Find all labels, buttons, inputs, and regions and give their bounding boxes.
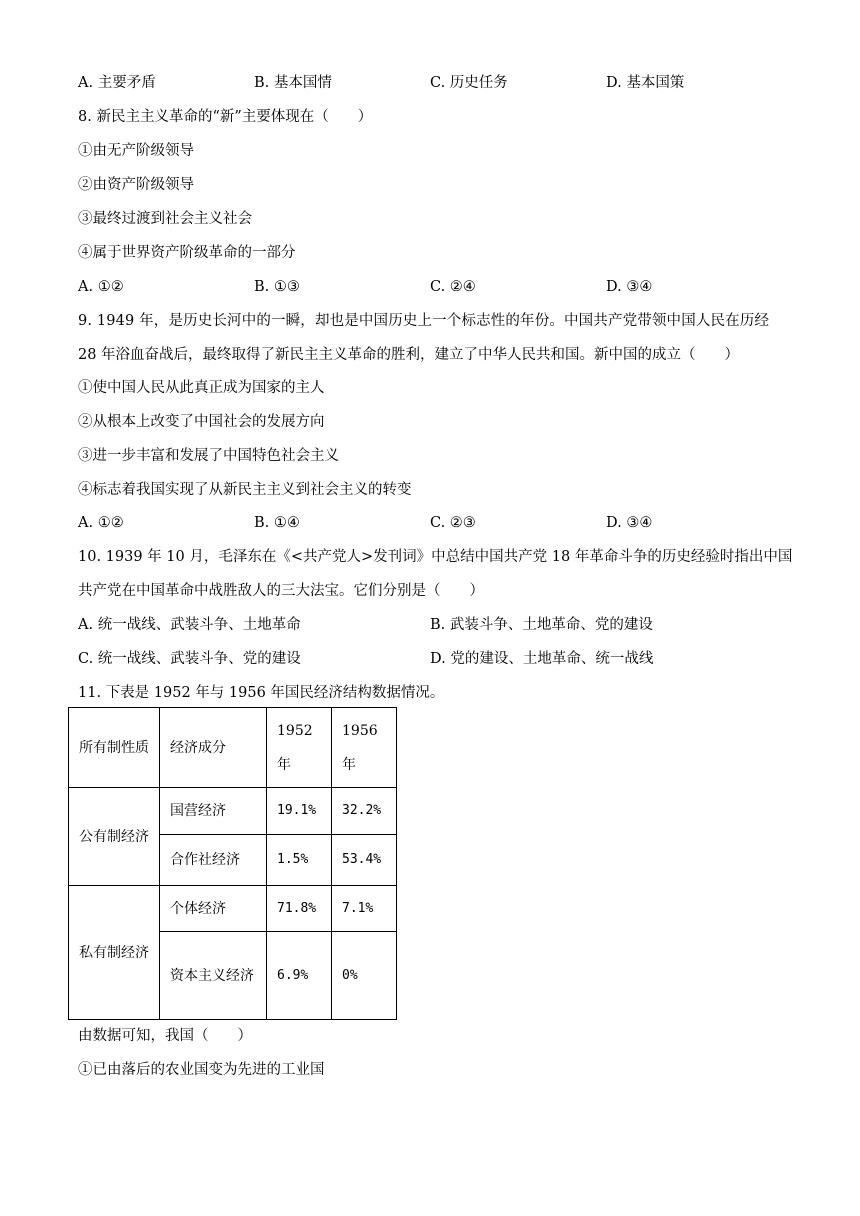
q9-option-b: B. ①④ <box>254 515 300 531</box>
value-1952-cell: 1.5% <box>267 835 332 886</box>
value-1956-cell: 0% <box>332 932 397 1020</box>
value-1952-cell: 19.1% <box>267 788 332 835</box>
q10-option-c: C. 统一战线、武装斗争、党的建设 <box>78 651 301 667</box>
q8-item-1: ①由无产阶级领导 <box>78 143 194 159</box>
q9-stem-line2: 28 年浴血奋战后，最终取得了新民主主义革命的胜利，建立了中华人民共和国。新中国的成立（ ） <box>78 347 740 363</box>
component-cell: 资本主义经济 <box>160 932 267 1020</box>
q10-option-d: D. 党的建设、土地革命、统一战线 <box>430 651 654 667</box>
q10-stem-line2: 共产党在中国革命中战胜敌人的三大法宝。它们分别是（ ） <box>78 583 484 599</box>
group-public: 公有制经济 <box>69 788 160 886</box>
q8-option-b: B. ①③ <box>254 279 300 295</box>
q9-stem-line1: 9. 1949 年，是历史长河中的一瞬，却也是中国历史上一个标志性的年份。中国共产党带领中国人民在历经 <box>78 313 770 329</box>
economy-structure-table <box>68 707 397 1020</box>
component-cell: 合作社经济 <box>160 835 267 886</box>
q7-option-b: B. 基本国情 <box>254 75 332 91</box>
component-cell: 国营经济 <box>160 788 267 835</box>
q9-item-3: ③进一步丰富和发展了中国特色社会主义 <box>78 448 339 464</box>
q10-option-b: B. 武装斗争、土地革命、党的建设 <box>430 617 653 633</box>
q7-option-c: C. 历史任务 <box>430 75 508 91</box>
q10-stem-line1: 10. 1939 年 10 月，毛泽东在《<共产党人>发刊词》中总结中国共产党 18 年革命斗争的历史经验时指出中国 <box>78 549 793 565</box>
value-1956-cell: 53.4% <box>332 835 397 886</box>
q10-option-a: A. 统一战线、武装斗争、土地革命 <box>78 617 301 633</box>
component-cell: 个体经济 <box>160 886 267 932</box>
q8-option-d: D. ③④ <box>606 279 653 295</box>
q8-option-a: A. ①② <box>78 279 124 295</box>
q7-option-a: A. 主要矛盾 <box>78 75 156 91</box>
q11-item-1: ①已由落后的农业国变为先进的工业国 <box>78 1062 325 1078</box>
q11-stem: 11. 下表是 1952 年与 1956 年国民经济结构数据情况。 <box>78 685 445 701</box>
q9-option-c: C. ②③ <box>430 515 476 531</box>
q8-stem: 8. 新民主主义革命的“新”主要体现在（ ） <box>78 109 373 125</box>
q8-option-c: C. ②④ <box>430 279 476 295</box>
header-component: 经济成分 <box>160 708 267 788</box>
value-1952-cell: 6.9% <box>267 932 332 1020</box>
header-ownership: 所有制性质 <box>69 708 160 788</box>
header-1952: 1952年 <box>267 708 332 788</box>
q7-option-d: D. 基本国策 <box>606 75 685 91</box>
table-row <box>69 886 397 932</box>
q8-item-2: ②由资产阶级领导 <box>78 177 194 193</box>
q8-item-4: ④属于世界资产阶级革命的一部分 <box>78 245 296 261</box>
group-private: 私有制经济 <box>69 886 160 1020</box>
q9-item-4: ④标志着我国实现了从新民主主义到社会主义的转变 <box>78 482 412 498</box>
table-header-row <box>69 708 397 788</box>
q9-option-d: D. ③④ <box>606 515 653 531</box>
value-1952-cell: 71.8% <box>267 886 332 932</box>
q11-after-text: 由数据可知，我国（ ） <box>78 1028 252 1044</box>
q9-option-a: A. ①② <box>78 515 124 531</box>
q8-item-3: ③最终过渡到社会主义社会 <box>78 211 252 227</box>
table-row <box>69 788 397 835</box>
header-1956: 1956年 <box>332 708 397 788</box>
value-1956-cell: 32.2% <box>332 788 397 835</box>
value-1956-cell: 7.1% <box>332 886 397 932</box>
q9-item-1: ①使中国人民从此真正成为国家的主人 <box>78 380 325 396</box>
q9-item-2: ②从根本上改变了中国社会的发展方向 <box>78 414 325 430</box>
